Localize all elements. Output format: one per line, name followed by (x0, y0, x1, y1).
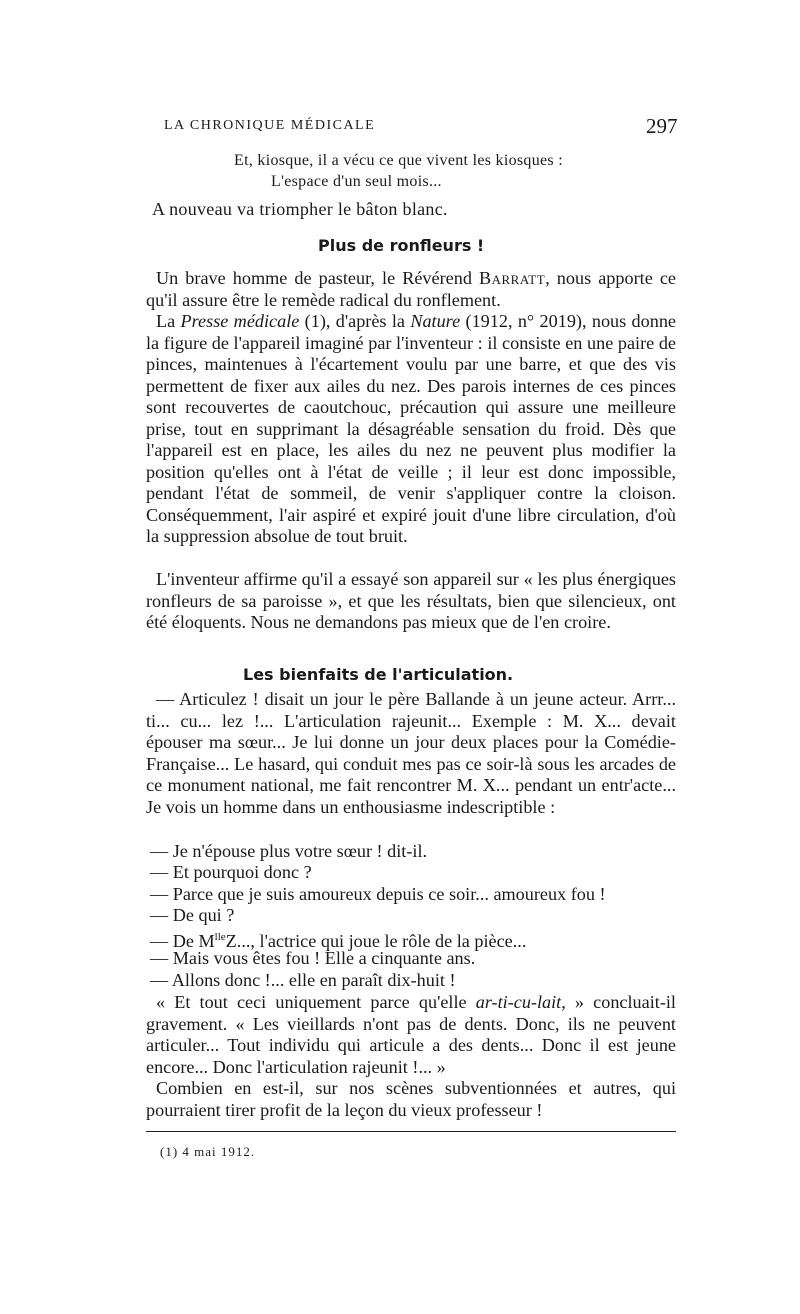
text: (1), d'après la (299, 311, 411, 331)
dialog-line (146, 862, 676, 884)
section-heading-snorers: Plus de ronfleurs ! (318, 236, 485, 255)
author-name: Barratt (478, 268, 546, 288)
paragraph (146, 311, 676, 548)
text: — Allons donc !... elle en paraît dix-huit ! (150, 970, 456, 990)
italic-word: ar-ti-cu-lait (475, 992, 562, 1012)
text: (1912, n° 2019), nous donne la figure de l'appareil imaginé par l'inventeur : il consiste en une paire de pinces, maintenues à l'écartement voulu par une barre, et que des vis permettent de fixer aux ailes du nez. Des parois internes de ces pinces sont recouvertes de caoutchouc, précaution qui assure une meilleure prise, tout en supprimant la désagréable sensation du froid. Dès que l'appareil est en place, les ailes du nez ne peuvent plus modifier la position qu'elles ont à l'état de veille ; il leur est donc impossible, pendant l'état de sommeil, de venir s'appliquer contre la cloison. Conséquemment, l'air aspiré et expiré jouit d'une libre circulation, d'où la suppression absolue de tout bruit. (146, 311, 676, 546)
footnote-rule (146, 1131, 676, 1132)
paragraph: L'inventeur affirme qu'il a essayé son appareil sur « les plus énergiques ronfleurs de sa paroisse », et que les résultats, bien que silencieux, ont été éloquents. Nous ne demandons pas mieux que de l'en croire. (146, 569, 676, 632)
journal-title: Nature (410, 311, 461, 331)
paragraph (146, 992, 676, 1078)
text: Un brave homme de pasteur, le Révérend (156, 268, 479, 288)
text: « Et tout ceci uniquement parce qu'elle (156, 992, 476, 1012)
journal-title: Presse médicale (180, 311, 300, 331)
text: — Et pourquoi donc ? (150, 862, 312, 882)
running-head: LA CHRONIQUE MÉDICALE (164, 118, 376, 133)
page-number: 297 (646, 114, 678, 138)
text: Z..., l'actrice qui joue le rôle de la pièce... (225, 931, 527, 952)
paragraph: Combien en est-il, sur nos scènes subventionnées et autres, qui pourraient tirer profit de la leçon du vieux professeur ! (146, 1078, 676, 1120)
dialog-line (146, 905, 676, 927)
footnote: (1) 4 mai 1912. (160, 1144, 256, 1159)
text: — Je n'épouse plus votre sœur ! dit-il. (150, 841, 428, 861)
text: La (156, 311, 181, 331)
dialog-line (146, 948, 676, 970)
verse-line-3: A nouveau va triompher le bâton blanc. (152, 199, 448, 219)
dialog-line (146, 841, 676, 863)
text: , nous apporte ce qu'il assure être le remède radical du ronflement. (146, 268, 676, 310)
verse-line-2: L'espace d'un seul mois... (271, 173, 442, 190)
text: — Parce que je suis amoureux depuis ce soir... amoureux fou ! (150, 884, 606, 904)
dialog-line (146, 970, 676, 992)
superscript: lle (214, 931, 226, 943)
text: — De M (150, 931, 215, 952)
text: — Mais vous êtes fou ! Elle a cinquante ans. (150, 948, 476, 968)
paragraph (146, 268, 676, 311)
verse-line-1: Et, kiosque, il a vécu ce que vivent les kiosques : (234, 152, 564, 169)
dialog-line (146, 884, 676, 906)
paragraph: — Articulez ! disait un jour le père Ballande à un jeune acteur. Arrr... ti... cu... lez !... L'articulation rajeunit... Exemple : M. X... devait épouser ma sœur... Je lui donne un jour deux places pour la Comédie-Française... Le hasard, qui conduit mes pas ce soir-là sous les arcades de ce monument national, me fait rencontrer M. X... pendant un entr'acte... Je vois un homme dans un enthousiasme indescriptible : (146, 689, 676, 817)
text: — De qui ? (150, 905, 235, 925)
section-heading-articulation: Les bienfaits de l'articulation. (243, 665, 514, 684)
text: , » concluait-il gravement. « Les vieillards n'ont pas de dents. Donc, ils ne peuvent articuler... Tout individu qui articule a des dents... Donc il est jeune encore... Donc l'articulation rajeunit !... » (146, 992, 676, 1077)
